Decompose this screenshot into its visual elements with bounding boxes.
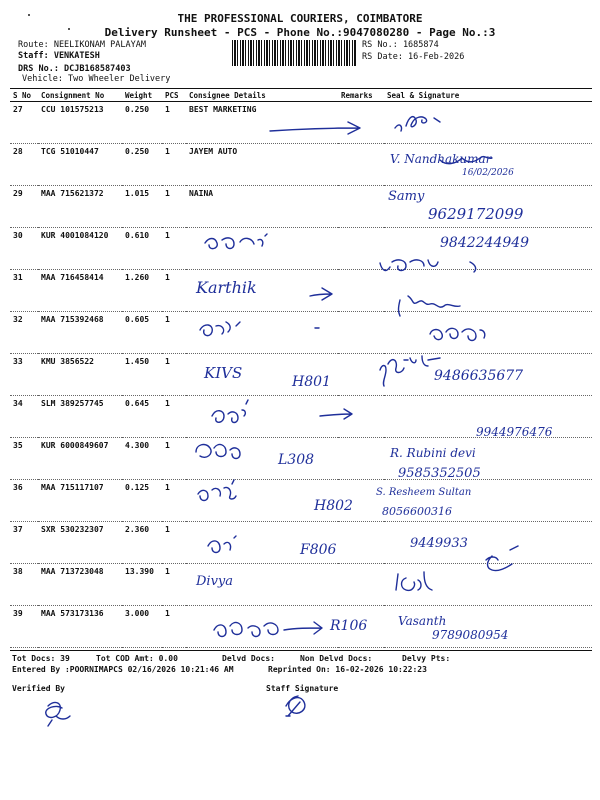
rs-number: RS No.: 1685874 — [362, 40, 439, 50]
signature-scribble-row31 — [399, 296, 461, 316]
handwritten-signature-row35: R. Rubini devi — [390, 446, 476, 460]
row-pcs: 1 — [162, 270, 186, 312]
row-sno: 29 — [10, 186, 38, 228]
row-sno: 30 — [10, 228, 38, 270]
entered-by: Entered By :POORNIMAPCS 02/16/2026 10:21:46 AM — [12, 665, 234, 674]
tamil-scribble-row30-b — [380, 260, 476, 272]
tamil-scribble-row36 — [198, 480, 236, 501]
non-delivered-docs: Non Delvd Docs: — [300, 654, 373, 663]
handwritten-signature-row28: V. Nandhakumar — [390, 152, 492, 166]
row-pcs: 1 — [162, 354, 186, 396]
col-sno: S No — [10, 89, 38, 102]
row-pcs: 1 — [162, 186, 186, 228]
handwritten-phone-row30: 9842244949 — [440, 235, 530, 251]
row-sno: 38 — [10, 564, 38, 606]
tamil-scribble-row37 — [208, 536, 236, 553]
arrow-row34 — [320, 409, 352, 419]
signature-scribble-row37 — [486, 546, 518, 571]
tamil-scribble-row30 — [205, 234, 267, 249]
row-pcs: 1 — [162, 312, 186, 354]
row-sno: 36 — [10, 480, 38, 522]
arrow-row31 — [310, 288, 332, 300]
row-consignment: MAA 715392468 — [38, 312, 122, 354]
verified-signature-scribble — [46, 703, 70, 726]
handwritten-phone-row33: 9486635677 — [434, 368, 524, 384]
handwritten-date-row28: 16/02/2026 — [462, 168, 514, 178]
total-docs: Tot Docs: 39 — [12, 654, 70, 663]
staff-signature-scribble — [286, 696, 305, 716]
row-consignee: BEST MARKETING — [186, 102, 338, 144]
row-consignment: MAA 715117107 — [38, 480, 122, 522]
arrow-row27 — [270, 122, 360, 134]
row-weight: 13.390 — [122, 564, 162, 606]
handwritten-door-row39: R106 — [330, 618, 368, 634]
row-sno: 32 — [10, 312, 38, 354]
row-weight: 0.250 — [122, 144, 162, 186]
row-weight: 0.610 — [122, 228, 162, 270]
row-sno: 35 — [10, 438, 38, 480]
total-cod-amount: Tot COD Amt: 0.00 — [96, 654, 178, 663]
signature-scribble-row27 — [395, 117, 440, 131]
row-pcs: 1 — [162, 102, 186, 144]
tamil-scribble-row39 — [214, 623, 278, 637]
col-weight: Weight — [122, 89, 162, 102]
delivery-points: Delvy Pts: — [402, 654, 451, 663]
row-consignment: SLM 389257745 — [38, 396, 122, 438]
handwritten-phone-row29: 9629172099 — [428, 205, 524, 223]
row-sno: 33 — [10, 354, 38, 396]
row-weight: 0.645 — [122, 396, 162, 438]
drs-number: DRS No.: DCJB168587403 — [18, 64, 131, 74]
delivered-docs: Delvd Docs: — [222, 654, 275, 663]
row-pcs: 1 — [162, 522, 186, 564]
row-pcs: 1 — [162, 396, 186, 438]
handwritten-phone-row36: 8056600316 — [382, 505, 452, 518]
row-consignment: MAA 716458414 — [38, 270, 122, 312]
col-pcs: PCS — [162, 89, 186, 102]
row-consignment: KUR 4001084120 — [38, 228, 122, 270]
handwritten-phone-row35: 9585352505 — [398, 466, 481, 481]
handwritten-name-row33: KIVS — [204, 364, 243, 382]
handwritten-door-row36: H802 — [314, 498, 353, 514]
row-consignment: SXR 530232307 — [38, 522, 122, 564]
tamil-scribble-row32-b — [430, 328, 485, 340]
runsheet-subtitle: Delivery Runsheet - PCS - Phone No.:9047080280 - Page No.:3 — [104, 26, 496, 39]
col-remarks: Remarks — [338, 89, 384, 102]
tamil-scribble-row32-a — [200, 322, 240, 336]
handwritten-phone-row37: 9449933 — [410, 536, 468, 551]
row-consignee: NAINA — [186, 186, 338, 228]
row-consignment: MAA 573173136 — [38, 606, 122, 648]
col-seal-signature: Seal & Signature — [384, 89, 592, 102]
row-pcs: 1 — [162, 228, 186, 270]
handwritten-signature-row39: Vasanth — [398, 614, 447, 628]
vehicle-label: Vehicle: Two Wheeler Delivery — [22, 74, 171, 84]
handwritten-name-row38: Divya — [196, 574, 234, 589]
handwritten-signature-row36: S. Resheem Sultan — [376, 487, 472, 498]
footer-divider — [10, 650, 592, 651]
row-sno: 31 — [10, 270, 38, 312]
tamil-scribble-row35 — [196, 445, 240, 459]
handwritten-name-row31: Karthik — [196, 278, 257, 297]
row-sno: 39 — [10, 606, 38, 648]
row-consignment: MAA 713723048 — [38, 564, 122, 606]
signature-scribble-row38 — [396, 572, 432, 590]
col-consignee: Consignee Details — [186, 89, 338, 102]
row-weight: 4.300 — [122, 438, 162, 480]
handwritten-signature-row29: Samy — [388, 189, 425, 204]
row-pcs: 1 — [162, 564, 186, 606]
rs-date: RS Date: 16-Feb-2026 — [362, 52, 465, 62]
row-sno: 27 — [10, 102, 38, 144]
row-consignment: KMU 3856522 — [38, 354, 122, 396]
row-consignment: TCG 51010447 — [38, 144, 122, 186]
row-weight: 1.450 — [122, 354, 162, 396]
staff-signature-label: Staff Signature — [266, 684, 339, 693]
row-consignee: JAYEM AUTO — [186, 144, 338, 186]
row-consignment: KUR 6000849607 — [38, 438, 122, 480]
handwritten-door-row33: H801 — [292, 374, 331, 390]
verified-by-label: Verified By — [12, 684, 65, 693]
handwritten-phone-row39: 9789080954 — [432, 628, 509, 642]
company-title: THE PROFESSIONAL COURIERS, COIMBATORE — [177, 12, 423, 25]
row-weight: 3.000 — [122, 606, 162, 648]
row-pcs: 1 — [162, 606, 186, 648]
tamil-scribble-row34 — [212, 400, 248, 423]
signature-scribble-row33 — [380, 356, 440, 386]
row-weight: 1.015 — [122, 186, 162, 228]
row-sno: 34 — [10, 396, 38, 438]
row-consignment: MAA 715621372 — [38, 186, 122, 228]
row-sno: 37 — [10, 522, 38, 564]
route-label: Route: NEELIKONAM PALAYAM — [18, 40, 146, 50]
row-pcs: 1 — [162, 438, 186, 480]
handwritten-door-row35: L308 — [278, 452, 315, 468]
handwritten-door-row37: F806 — [300, 542, 337, 558]
reprinted-on: Reprinted On: 16-02-2026 10:22:23 — [268, 665, 427, 674]
row-pcs: 1 — [162, 144, 186, 186]
row-sno: 28 — [10, 144, 38, 186]
row-weight: 0.250 — [122, 102, 162, 144]
row-weight: 1.260 — [122, 270, 162, 312]
row-pcs: 1 — [162, 480, 186, 522]
row-weight: 0.605 — [122, 312, 162, 354]
row-consignment: CCU 101575213 — [38, 102, 122, 144]
row-weight: 0.125 — [122, 480, 162, 522]
col-consignment: Consignment No — [38, 89, 122, 102]
handwritten-phone-row34: 9944976476 — [476, 425, 553, 439]
row-weight: 2.360 — [122, 522, 162, 564]
arrow-row39 — [284, 622, 322, 634]
staff-label: Staff: VENKATESH — [18, 51, 100, 61]
